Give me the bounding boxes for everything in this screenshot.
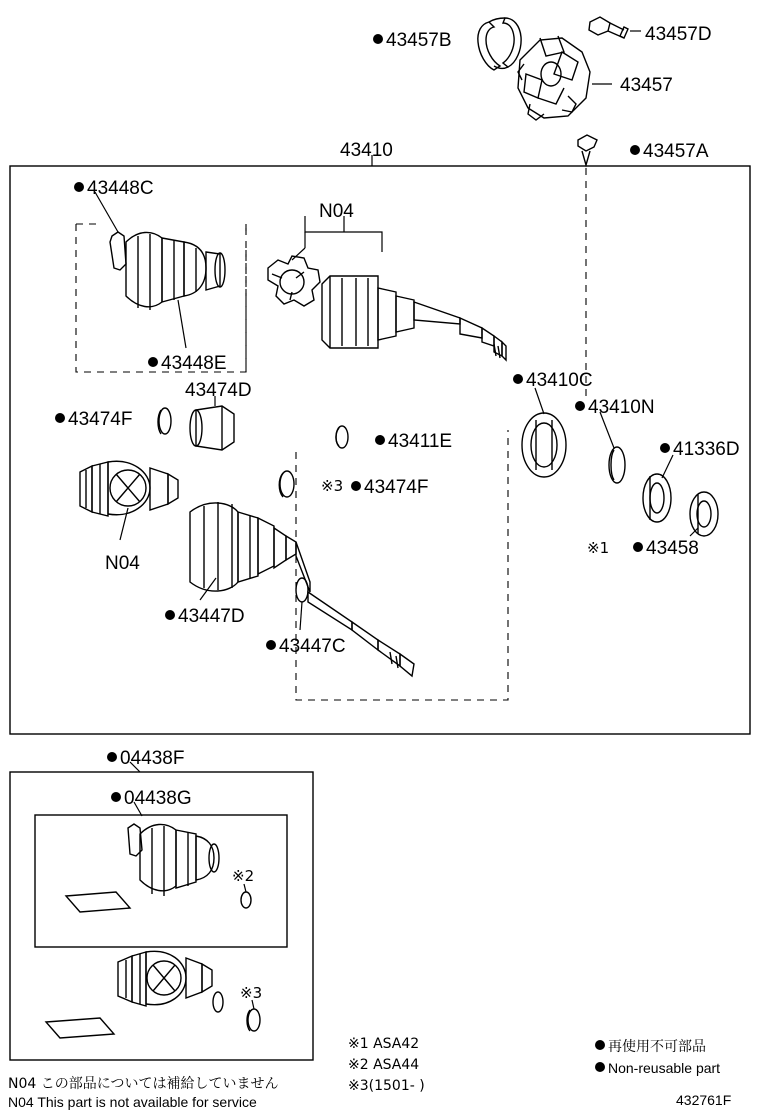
footnote-n04-en: N04 This part is not available for service	[8, 1094, 257, 1110]
nonreusable-dot-icon	[148, 357, 158, 367]
label-43448C: 43448C	[74, 179, 154, 198]
outer-joint-n04	[80, 461, 178, 516]
nonreusable-dot-icon	[165, 610, 175, 620]
label-star1-mark: ※1	[587, 539, 610, 557]
boot-43448c	[110, 232, 225, 310]
label-43474F-left: 43474F	[55, 410, 132, 429]
kit-04438g	[66, 824, 251, 912]
footnote-star3: ※3(1501- )	[348, 1078, 425, 1094]
legend-nonreusable-jp: 再使用不可部品	[595, 1036, 706, 1056]
label-43410: 43410	[340, 140, 393, 161]
bolt-43457a	[578, 135, 597, 165]
bolt-43457d	[589, 17, 628, 38]
label-43474F-mid: 43474F	[351, 478, 428, 497]
nonreusable-dot-icon	[633, 542, 643, 552]
clip-43457b	[478, 18, 521, 70]
ring-43474f-mid	[279, 471, 294, 497]
label-star3-kit: ※3	[240, 984, 263, 1002]
nonreusable-dot-icon	[660, 443, 670, 453]
label-04438G: 04438G	[111, 789, 192, 808]
nonreusable-dot-icon	[575, 401, 585, 411]
bearing-43410c	[522, 413, 566, 477]
snapring-43410n	[609, 447, 625, 483]
label-N04-mid: N04	[105, 553, 140, 574]
ring-43474f-left	[158, 408, 171, 434]
label-04438F: 04438F	[107, 749, 184, 768]
nonreusable-dot-icon	[630, 145, 640, 155]
label-43410N: 43410N	[575, 398, 655, 417]
legend-nonreusable-en: Non-reusable part	[595, 1060, 720, 1076]
label-43447C: 43447C	[266, 637, 346, 656]
label-43457D: 43457D	[645, 24, 712, 45]
label-N04-top: N04	[319, 201, 354, 222]
label-star2-kit: ※2	[232, 867, 255, 885]
footnote-n04-jp: N04 この部品については補給していません	[8, 1076, 279, 1092]
label-43457: 43457	[620, 75, 673, 96]
label-43448E: 43448E	[148, 354, 227, 373]
bracket-43457	[518, 36, 590, 120]
label-43474D: 43474D	[185, 380, 252, 401]
drive-shaft-43410	[322, 276, 506, 360]
spider-n04	[268, 256, 320, 306]
nonreusable-dot-icon	[111, 792, 121, 802]
kit-04438f	[46, 951, 263, 1038]
label-43457B: 43457B	[373, 31, 452, 50]
nonreusable-dot-icon	[595, 1062, 605, 1072]
cup-43474d	[190, 406, 234, 450]
ring-43411e	[336, 426, 348, 448]
nonreusable-dot-icon	[74, 182, 84, 192]
nonreusable-dot-icon	[266, 640, 276, 650]
label-43410C: 43410C	[513, 371, 593, 390]
nonreusable-dot-icon	[375, 435, 385, 445]
footnote-star1: ※1 ASA42	[348, 1036, 420, 1052]
nonreusable-dot-icon	[513, 374, 523, 384]
footnote-star2: ※2 ASA44	[348, 1057, 420, 1073]
label-star3-mark: ※3	[321, 477, 344, 495]
nonreusable-dot-icon	[55, 413, 65, 423]
nonreusable-dot-icon	[373, 34, 383, 44]
label-43458: 43458	[633, 539, 699, 558]
nonreusable-dot-icon	[107, 752, 117, 762]
nonreusable-dot-icon	[595, 1040, 605, 1050]
drawing-number: 432761F	[676, 1092, 732, 1108]
seal-41336d	[643, 474, 671, 522]
nonreusable-dot-icon	[351, 481, 361, 491]
label-41336D: 41336D	[660, 440, 740, 459]
seal-43458	[690, 492, 718, 536]
label-43411E: 43411E	[375, 432, 452, 451]
label-43457A: 43457A	[630, 142, 709, 161]
label-43447D: 43447D	[165, 607, 245, 626]
